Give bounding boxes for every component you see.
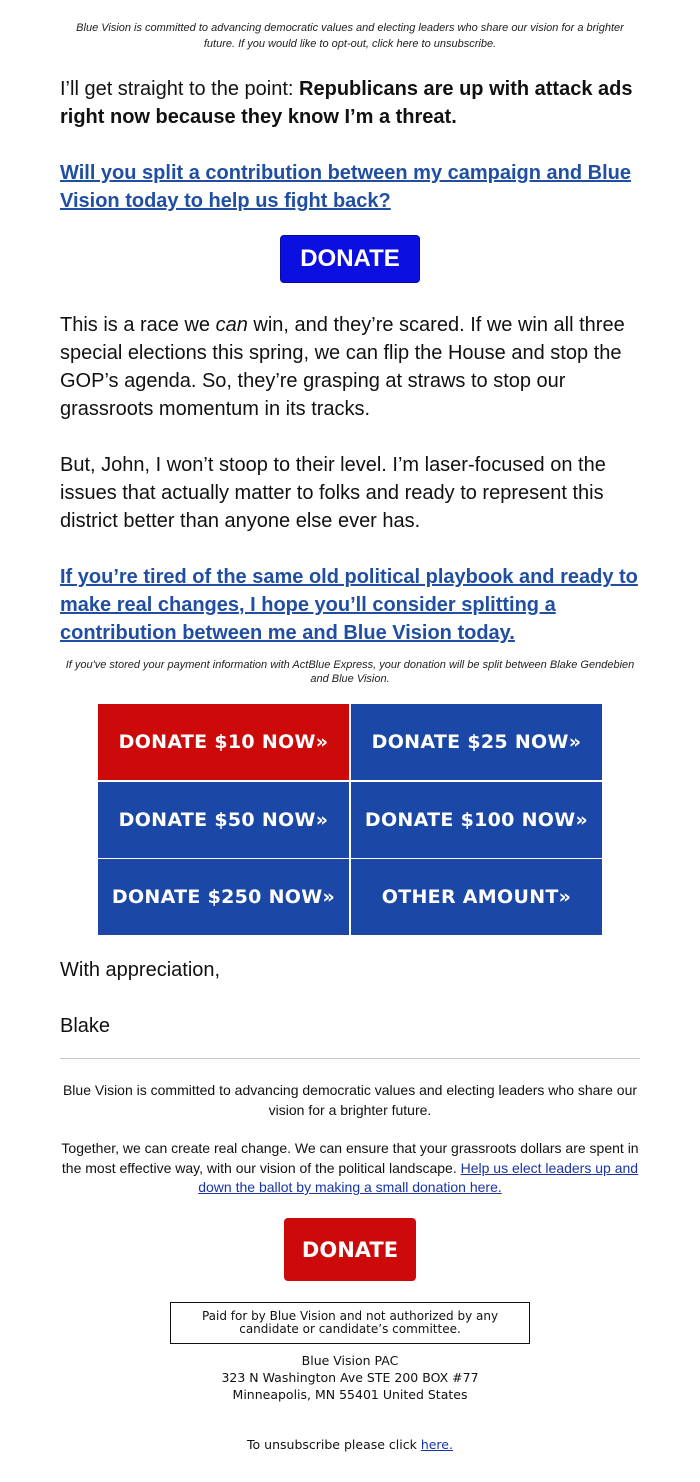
intro-lead: I’ll get straight to the point: (60, 78, 300, 100)
intro-bold: Republicans are up with attack ads right now because they know I’m a threat. (60, 78, 633, 128)
signoff-name: Blake (60, 1015, 111, 1037)
preheader-text (60, 20, 640, 52)
footer-donation-link[interactable]: Help us elect leaders up and down the ballot by making a small donation here. (198, 1159, 639, 1195)
donate-25-button[interactable]: DONATE $25 NOW» (351, 704, 602, 780)
paid-for-disclaimer: Paid for by Blue Vision and not authorized by any candidate or candidate’s committee. (170, 1302, 530, 1344)
address-line-2: Minneapolis, MN 55401 United States (232, 1387, 468, 1402)
race-text-a: This is a race we (60, 314, 216, 336)
actblue-express-note: If you've stored your payment information with ActBlue Express, your donation will be split between Blake Gendebien and Blue Vision. (65, 659, 635, 685)
footer-mission: Blue Vision is committed to advancing democratic values and electing leaders who share our vision for a brighter future. (62, 1082, 638, 1118)
unsubscribe-line (100, 1436, 600, 1453)
donate-main-wrap (60, 235, 650, 283)
org-name: Blue Vision PAC (301, 1353, 399, 1368)
donate-100-button[interactable]: DONATE $100 NOW» (351, 782, 602, 858)
email-body (60, 75, 650, 669)
paragraph-race (60, 311, 650, 423)
footer-together (60, 1139, 640, 1198)
race-text-em: can (215, 314, 248, 336)
donate-50-button[interactable]: DONATE $50 NOW» (98, 782, 349, 858)
other-amount-button[interactable]: OTHER AMOUNT» (351, 859, 602, 935)
split-contribution-link[interactable]: Will you split a contribution between my campaign and Blue Vision today to help us fight back? (60, 162, 631, 212)
playbook-link[interactable]: If you’re tired of the same old political playbook and ready to make real changes, I hope you’ll consider splitting a contribution between me and Blue Vision today. (60, 566, 638, 644)
footer-divider (60, 1058, 640, 1059)
org-address (100, 1352, 600, 1403)
paragraph-intro (60, 75, 650, 131)
address-line-1: 323 N Washington Ave STE 200 BOX #77 (221, 1370, 479, 1385)
donation-amount-grid (98, 704, 602, 935)
donate-250-button[interactable]: DONATE $250 NOW» (98, 859, 349, 935)
paragraph-laser: But, John, I won’t stoop to their level. I’m laser-focused on the issues that actually matter to folks and ready to represent this district better than anyone else ever has. (60, 454, 606, 532)
race-text-b: win, and they’re scared. If we win all three special elections this spring, we can flip the House and stop the GOP’s agenda. So, they’re grasping at straws to stop our grassroots momentum in its tracks. (60, 314, 625, 420)
footer-donate-button[interactable]: DONATE (284, 1218, 416, 1281)
unsubscribe-text: To unsubscribe please click (247, 1437, 421, 1452)
preheader-unsubscribe-link[interactable]: Blue Vision is committed to advancing democratic values and electing leaders who share our vision for a brighter future. If you would like to opt-out, click here to unsubscribe. (76, 22, 624, 50)
signoff-appreciation: With appreciation, (60, 959, 221, 981)
donate-10-button[interactable]: DONATE $10 NOW» (98, 704, 349, 780)
donate-button[interactable]: DONATE (280, 235, 420, 283)
unsubscribe-link[interactable]: here. (420, 1437, 453, 1452)
footer-together-text: Together, we can create real change. We can ensure that your grassroots dollars are spent in the most effective way, with our vision of the political landscape. (61, 1140, 639, 1176)
